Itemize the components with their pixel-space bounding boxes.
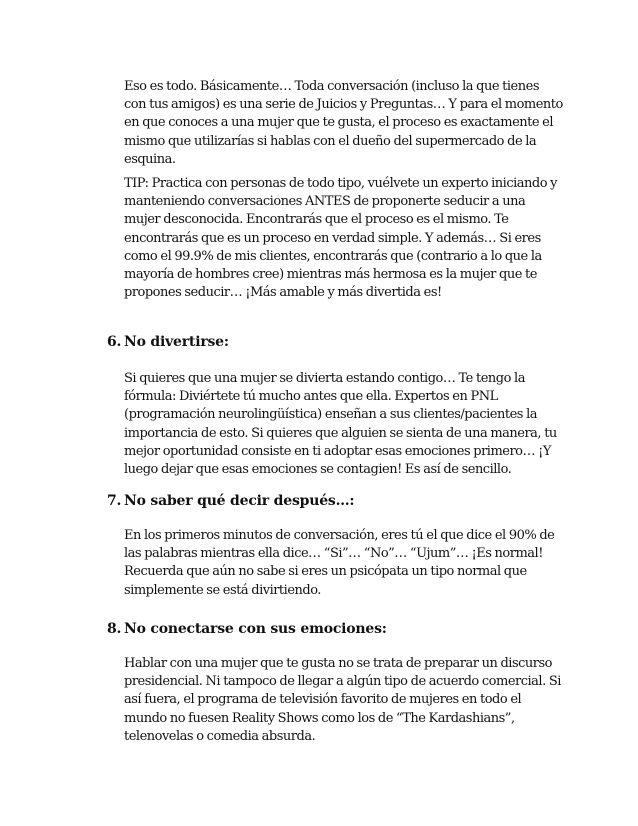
section-number: 8. (107, 621, 122, 637)
section-heading-6 (107, 333, 229, 351)
section-number: 6. (107, 334, 122, 350)
tip-paragraph: TIP: Practica con personas de todo tipo, vuélvete un experto iniciando y manteniendo conversaciones ANTES de proponerte seducir a una mujer desconocida. Encontrarás que el proceso es el mismo. Te encontrarás que es un proceso en verdad simple. Y además… Si eres como el 99.9% de mis clientes, encontrarás que (contrario a lo que la mayoría de hombres cree) mientras más hermosa es la mujer que te propones seducir… ¡Más amable y más divertida es! (124, 176, 558, 301)
section-title: No conectarse con sus emociones: (124, 621, 387, 637)
intro-paragraph: Eso es todo. Básicamente… Toda conversación (incluso la que tienes con tus amigos) es una serie de Juicios y Preguntas… Y para el momento en que conoces a una mujer que te gusta, el proceso es exactamente el mismo que utilizarías si hablas con el dueño del supermercado de la esquina. (124, 79, 563, 167)
section-body-6: Si quieres que una mujer se divierta estando contigo… Te tengo la fórmula: Diviértete tú mucho antes que ella. Expertos en PNL (programación neurolingüística) enseñan a sus clientes/pacientes la importancia de esto. Si quieres que alguien se sienta de una manera, tu mejor oportunidad consiste en ti adoptar esas emociones primero… ¡Y luego dejar que esas emociones se contagien! Es así de sencillo. (124, 371, 557, 478)
section-title: No saber qué decir después…: (124, 493, 355, 509)
section-number: 7. (107, 493, 122, 509)
section-body-8: Hablar con una mujer que te gusta no se trata de preparar un discurso presidencial. Ni tampoco de llegar a algún tipo de acuerdo comercial. Si así fuera, el programa de televisión favorito de mujeres en todo el mundo no fuesen Reality Shows como los de “The Kardashians”, telenovelas o comedia absurda. (124, 656, 561, 744)
section-body-7: En los primeros minutos de conversación, eres tú el que dice el 90% de las palabras mientras ella dice… “Si”… “No”… “Ujum”… ¡Es normal! Recuerda que aún no sabe si eres un psicópata un tipo normal que simplemente se está divirtiendo. (124, 528, 555, 598)
section-heading-8 (107, 620, 387, 638)
section-heading-7 (107, 492, 354, 510)
section-title: No divertirse: (124, 334, 229, 350)
